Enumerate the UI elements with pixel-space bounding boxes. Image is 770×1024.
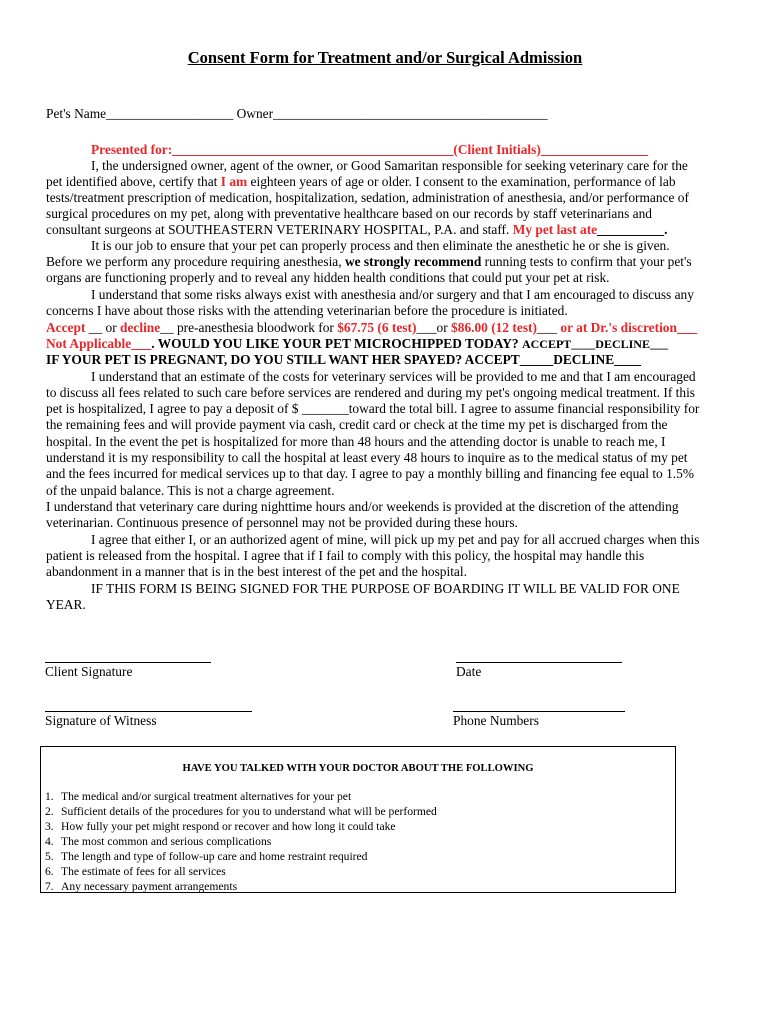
pet-name-label: Pet's Name xyxy=(46,106,107,121)
list-item-text: Sufficient details of the procedures for you to understand what will be performed xyxy=(61,805,437,818)
consent-text xyxy=(46,222,667,238)
not-applicable-label: Not Applicable xyxy=(46,336,132,351)
client-signature-line[interactable] xyxy=(45,662,211,663)
anesthesia-text-part: Before we perform any procedure requiring anesthesia, xyxy=(46,254,345,269)
boarding-text: YEAR. xyxy=(46,597,86,612)
checklist-heading: HAVE YOU TALKED WITH YOUR DOCTOR ABOUT THE FOLLOWING xyxy=(182,763,534,774)
price-6-test: $67.75 (6 test) xyxy=(337,320,417,335)
list-item-number: 1. xyxy=(45,790,54,803)
estimate-text: understand it is my responsibility to call the hospital at least every 48 hours to inquire as to the medical status of my pet xyxy=(46,450,688,465)
witness-signature-line[interactable] xyxy=(45,711,252,712)
presented-for-line xyxy=(91,142,648,158)
list-item-number: 7. xyxy=(45,880,54,893)
phone-numbers-label: Phone Numbers xyxy=(453,713,539,728)
pickup-text: abandonment in a manner that is in the best interest of the pet and the hospital. xyxy=(46,564,467,579)
list-item-text: The medical and/or surgical treatment alternatives for your pet xyxy=(61,790,352,803)
microchip-question: . WOULD YOU LIKE YOUR PET MICROCHIPPED TODAY? xyxy=(151,336,522,351)
estimate-text: of the unpaid balance. This is not a charge agreement. xyxy=(46,483,335,498)
recommend-emphasis: we strongly recommend xyxy=(344,254,482,269)
consent-text: tests/treatment prescription of medication, hospitalization, sedation, administration of anesthesia, and/or performance of xyxy=(46,190,689,205)
pet-name-field[interactable]: ___________________ xyxy=(106,106,234,121)
list-item-number: 5. xyxy=(45,850,54,863)
price-12-field[interactable]: ___ xyxy=(536,320,558,335)
anesthesia-text: organs are functioning properly and to reveal any hidden health conditions that could put your pet at risk. xyxy=(46,270,610,285)
last-ate-field[interactable]: __________. xyxy=(597,222,668,237)
accept-label: Accept xyxy=(46,320,86,335)
list-item-number: 2. xyxy=(45,805,54,818)
phone-numbers-line[interactable] xyxy=(453,711,625,712)
list-item xyxy=(45,834,437,849)
list-item xyxy=(45,849,437,864)
list-item xyxy=(45,819,437,834)
client-signature-label: Client Signature xyxy=(45,664,133,679)
bloodwork-text: pre-anesthesia bloodwork for xyxy=(173,320,338,335)
consent-text: I, the undersigned owner, agent of the owner, or Good Samaritan responsible for seeking veterinary care for the xyxy=(91,158,688,173)
accept-field[interactable]: __ xyxy=(85,320,103,335)
owner-field[interactable]: _________________________________________ xyxy=(273,106,548,121)
consent-text xyxy=(46,174,676,190)
consent-text: surgical procedures on my pet, along with preventative healthcare based on our records by staff veterinarians and xyxy=(46,206,652,221)
list-item-number: 4. xyxy=(45,835,54,848)
list-item xyxy=(45,879,437,894)
page-title: Consent Form for Treatment and/or Surgical Admission xyxy=(187,48,583,67)
presented-for-label: Presented for: xyxy=(91,142,173,157)
list-item xyxy=(45,804,437,819)
nighttime-text: veterinarian. Continuous presence of personnel may not be provided during these hours. xyxy=(46,515,518,530)
discretion-label: or at Dr.'s discretion xyxy=(557,320,677,335)
pickup-text: patient is released from the hospital. I agree that if I fail to comply with this policy, the hospital may handle this xyxy=(46,548,645,563)
estimate-text: the remaining fees and will provide payment via cash, credit card or check at the time my pet is discharged from the xyxy=(46,417,668,432)
list-item-number: 6. xyxy=(45,865,54,878)
pet-owner-line xyxy=(46,106,548,122)
consent-text-part: consultant surgeons at SOUTHEASTERN VETERINARY HOSPITAL, P.A. and staff. xyxy=(46,222,513,237)
list-item-text: The most common and serious complications xyxy=(61,835,272,848)
estimate-text: to discuss all fees related to such care before services are rendered and during my pet's ongoing medical treatment. If this xyxy=(46,385,696,400)
i-am-emphasis: I am xyxy=(220,174,248,189)
list-item-text: How fully your pet might respond or recover and how long it could take xyxy=(61,820,396,833)
doctor-checklist-box xyxy=(40,746,676,893)
price-12-test: $86.00 (12 test) xyxy=(451,320,537,335)
microchip-accept-decline[interactable]: ACCEPT____DECLINE___ xyxy=(521,337,668,351)
or-text: or xyxy=(102,320,121,335)
list-item-number: 3. xyxy=(45,820,54,833)
decline-label: decline xyxy=(120,320,161,335)
list-item-text: The length and type of follow-up care and home restraint required xyxy=(61,850,368,863)
deposit-text[interactable]: pet is hospitalized, I agree to pay a deposit of $ _______toward the total bill. I agree to assume financial responsibility for xyxy=(46,401,700,416)
witness-signature-label: Signature of Witness xyxy=(45,713,157,728)
list-item xyxy=(45,789,437,804)
spay-question[interactable]: IF YOUR PET IS PREGNANT, DO YOU STILL WANT HER SPAYED? ACCEPT_____DECLINE____ xyxy=(46,352,641,367)
estimate-text: I understand that an estimate of the costs for veterinary services will be provided to me and that I am encouraged xyxy=(91,369,696,384)
client-initials-label: (Client Initials) xyxy=(453,142,541,157)
microchip-line xyxy=(46,336,668,352)
pickup-text: I agree that either I, or an authorized agent of mine, will pick up my pet and pay for all accrued charges when this xyxy=(91,532,700,547)
nighttime-text: I understand that veterinary care during nighttime hours and/or weekends is provided at the discretion of the attending xyxy=(46,499,679,514)
owner-label: Owner xyxy=(233,106,274,121)
client-initials-field[interactable]: ________________ xyxy=(540,142,648,157)
anesthesia-text-part: running tests to confirm that your pet's xyxy=(481,254,692,269)
price-6-field[interactable]: ___ xyxy=(416,320,437,335)
decline-field[interactable]: __ xyxy=(160,320,174,335)
presented-for-field[interactable]: __________________________________________ xyxy=(172,142,454,157)
last-ate-label: My pet last ate xyxy=(512,222,598,237)
or-text: or xyxy=(436,320,452,335)
not-applicable-field[interactable]: ___ xyxy=(131,336,152,351)
date-line[interactable] xyxy=(456,662,622,663)
discretion-field[interactable]: ___ xyxy=(676,320,698,335)
anesthesia-text xyxy=(46,254,692,270)
list-item xyxy=(45,864,437,879)
risk-text: I understand that some risks always exist with anesthesia and/or surgery and that I am encouraged to discuss any xyxy=(91,287,694,302)
risk-text: concerns I have about those risks with the attending veterinarian before the procedure is initiated. xyxy=(46,303,568,318)
anesthesia-text: It is our job to ensure that your pet can properly process and then eliminate the anesthetic he or she is given. xyxy=(91,238,670,253)
estimate-text: hospital. In the event the pet is hospitalized for more than 48 hours and the attending doctor is unable to reach me, I xyxy=(46,434,666,449)
boarding-text: IF THIS FORM IS BEING SIGNED FOR THE PURPOSE OF BOARDING IT WILL BE VALID FOR ONE xyxy=(91,581,680,596)
date-label: Date xyxy=(456,664,482,679)
bloodwork-line xyxy=(46,320,697,336)
checklist-list xyxy=(45,789,437,894)
estimate-text: and the fees incurred for medical services up to that day. I agree to pay a monthly billing and financing fee equal to 1.5% xyxy=(46,466,694,481)
consent-text-part: eighteen years of age or older. I consent to the examination, performance of lab xyxy=(247,174,676,189)
list-item-text: The estimate of fees for all services xyxy=(61,865,226,878)
list-item-text: Any necessary payment arrangements xyxy=(61,880,238,893)
consent-text-part: pet identified above, certify that xyxy=(46,174,221,189)
